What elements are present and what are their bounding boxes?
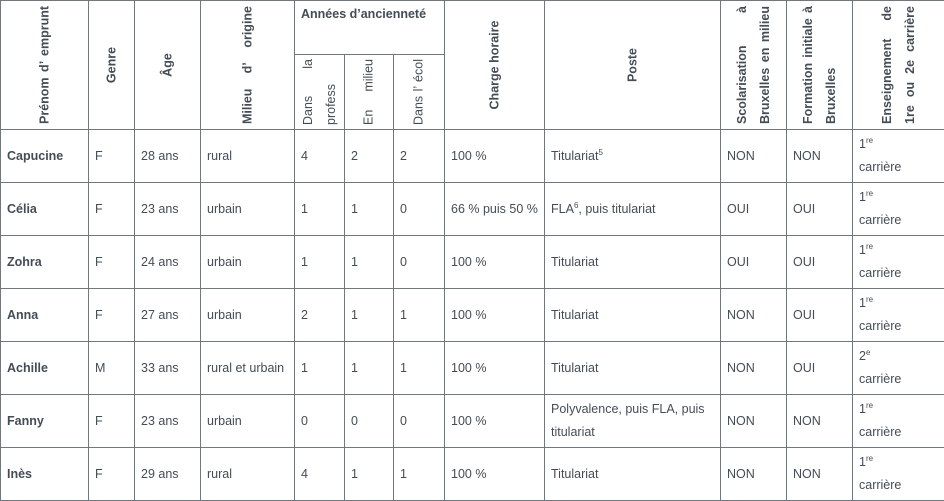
cell-scolarisation: NON	[721, 130, 787, 183]
cell-genre: M	[89, 342, 135, 395]
header-annees: Années d’ancienneté	[295, 1, 445, 55]
cell-genre: F	[89, 448, 135, 501]
cell-en-milieu: 1	[345, 236, 394, 289]
cell-enseignement: 1re carrière	[853, 448, 944, 501]
footnote-ref: 5	[598, 147, 603, 157]
cell-scolarisation: OUI	[721, 183, 787, 236]
cell-enseignement: 1re carrière	[853, 395, 944, 448]
cell-poste: Titulariat	[545, 448, 721, 501]
cell-formation: OUI	[787, 289, 853, 342]
header-formation: Formation initiale à Bruxelles	[787, 1, 853, 130]
cell-milieu: urbain	[201, 395, 295, 448]
table-row	[1, 289, 944, 342]
cell-prenom: Anna	[1, 289, 89, 342]
cell-enseignement: 1re carrière	[853, 130, 944, 183]
cell-ecol: 2	[394, 130, 445, 183]
cell-formation: NON	[787, 395, 853, 448]
cell-age: 24 ans	[135, 236, 201, 289]
header-poste: Poste	[545, 1, 721, 130]
cell-profess: 4	[295, 130, 345, 183]
cell-milieu: rural	[201, 130, 295, 183]
cell-scolarisation: NON	[721, 448, 787, 501]
header-genre: Genre	[89, 1, 135, 130]
footnote-ref: 6	[573, 200, 579, 210]
cell-milieu: urbain	[201, 183, 295, 236]
cell-ecol: 0	[394, 236, 445, 289]
cell-formation: OUI	[787, 236, 853, 289]
header-enseignement: Enseignement de 1re ou 2e carrière	[853, 1, 944, 130]
header-milieu: Milieu d’ origine	[201, 1, 295, 130]
table-row	[1, 236, 944, 289]
cell-genre: F	[89, 236, 135, 289]
cell-en-milieu: 1	[345, 342, 394, 395]
table-row	[1, 342, 944, 395]
cell-scolarisation: NON	[721, 342, 787, 395]
header-charge: Charge horaire	[445, 1, 545, 130]
cell-poste: Titulariat$^5$	[545, 130, 721, 183]
cell-en-milieu: 2	[345, 130, 394, 183]
cell-en-milieu: 1	[345, 448, 394, 501]
table-row	[1, 395, 944, 448]
cell-charge: 100 %	[445, 130, 545, 183]
cell-age: 27 ans	[135, 289, 201, 342]
cell-age: 23 ans	[135, 395, 201, 448]
cell-genre: F	[89, 183, 135, 236]
cell-en-milieu: 0	[345, 395, 394, 448]
table-row	[1, 448, 944, 501]
cell-scolarisation: OUI	[721, 236, 787, 289]
cell-milieu: urbain	[201, 289, 295, 342]
cell-formation: NON	[787, 130, 853, 183]
cell-age: 33 ans	[135, 342, 201, 395]
cell-ecol: 1	[394, 342, 445, 395]
cell-profess: 1	[295, 342, 345, 395]
cell-charge: 100 %	[445, 448, 545, 501]
cell-ecol: 1	[394, 448, 445, 501]
cell-en-milieu: 1	[345, 183, 394, 236]
cell-scolarisation: NON	[721, 395, 787, 448]
cell-charge: 100 %	[445, 289, 545, 342]
cell-prenom: Achille	[1, 342, 89, 395]
cell-ecol: 1	[394, 289, 445, 342]
cell-enseignement: 1re carrière	[853, 236, 944, 289]
cell-profess: 0	[295, 395, 345, 448]
cell-profess: 2	[295, 289, 345, 342]
cell-profess: 4	[295, 448, 345, 501]
cell-profess: 1	[295, 236, 345, 289]
cell-scolarisation: NON	[721, 289, 787, 342]
cell-enseignement: 1re carrière	[853, 289, 944, 342]
cell-charge: 100 %	[445, 395, 545, 448]
cell-en-milieu: 1	[345, 289, 394, 342]
table-row	[1, 130, 944, 183]
cell-prenom: Fanny	[1, 395, 89, 448]
header-prenom: Prénom d’ emprunt	[1, 1, 89, 130]
header-en-milieu: En milieu	[345, 55, 394, 130]
cell-formation: OUI	[787, 183, 853, 236]
cell-poste: Titulariat	[545, 236, 721, 289]
cell-prenom: Célia	[1, 183, 89, 236]
cell-genre: F	[89, 289, 135, 342]
cell-genre: F	[89, 130, 135, 183]
cell-enseignement: 1re carrière	[853, 183, 944, 236]
header-dans-profess: Dans la profess	[295, 55, 345, 130]
header-dans-ecol: Dans l’ écol	[394, 55, 445, 130]
cell-milieu: urbain	[201, 236, 295, 289]
cell-ecol: 0	[394, 395, 445, 448]
cell-poste: Polyvalence, puis FLA, puis titulariat	[545, 395, 721, 448]
cell-prenom: Zohra	[1, 236, 89, 289]
cell-charge: 100 %	[445, 236, 545, 289]
cell-age: 29 ans	[135, 448, 201, 501]
cell-enseignement: 2e carrière	[853, 342, 944, 395]
cell-milieu: rural et urbain	[201, 342, 295, 395]
cell-prenom: Inès	[1, 448, 89, 501]
cell-milieu: rural	[201, 448, 295, 501]
cell-poste: Titulariat	[545, 342, 721, 395]
header-age: Âge	[135, 1, 201, 130]
cell-age: 28 ans	[135, 130, 201, 183]
cell-formation: NON	[787, 448, 853, 501]
cell-genre: F	[89, 395, 135, 448]
header-scolarisation: Scolarisation à Bruxelles en milieu	[721, 1, 787, 130]
cell-ecol: 0	[394, 183, 445, 236]
cell-poste: FLA$^6$, puis titulariat	[545, 183, 721, 236]
cell-poste: Titulariat	[545, 289, 721, 342]
table-row	[1, 183, 944, 236]
cell-charge: 100 %	[445, 342, 545, 395]
cell-profess: 1	[295, 183, 345, 236]
cell-formation: OUI	[787, 342, 853, 395]
cell-charge: 66 % puis 50 %	[445, 183, 545, 236]
cell-age: 23 ans	[135, 183, 201, 236]
cell-prenom: Capucine	[1, 130, 89, 183]
